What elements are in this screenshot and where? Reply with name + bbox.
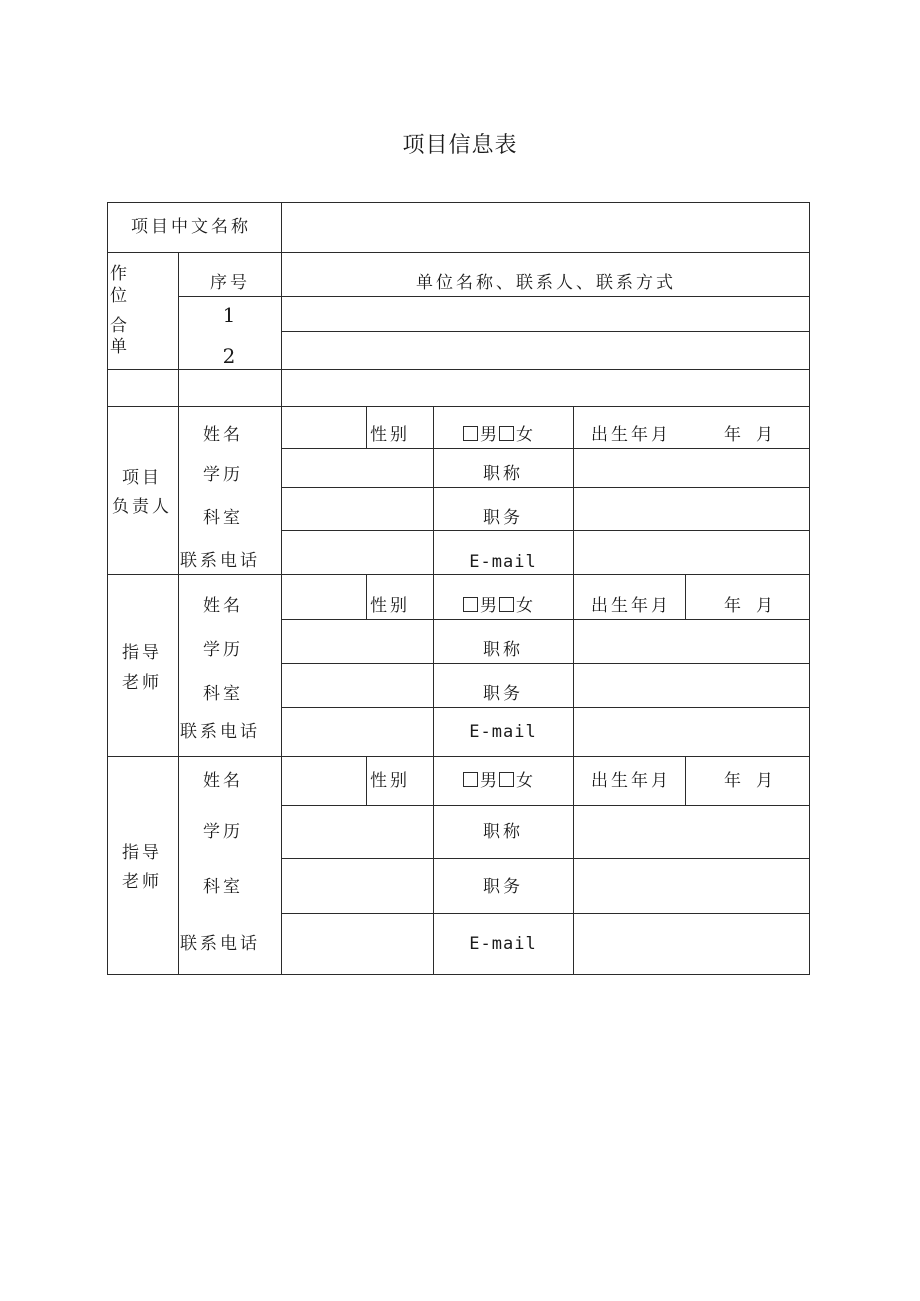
table-rule (107, 406, 810, 407)
table-rule (573, 406, 574, 975)
gender-label: 性别 (370, 771, 410, 791)
male-checkbox[interactable] (463, 772, 478, 787)
female-checkbox[interactable] (499, 772, 514, 787)
email-label: E-mail (469, 934, 537, 954)
project-name-field[interactable] (290, 217, 800, 237)
table-rule (281, 913, 810, 914)
table-border-right (809, 202, 810, 975)
year-label: 年 (724, 596, 744, 616)
table-rule (281, 331, 810, 332)
position-label: 职务 (483, 877, 523, 897)
advisor-section-label: 指导 (122, 843, 162, 863)
gender-options[interactable] (463, 425, 533, 445)
table-rule (281, 663, 810, 664)
male-label: 男 (480, 425, 497, 445)
advisor-section-label: 老师 (122, 673, 162, 693)
education-label: 学历 (203, 465, 243, 485)
table-rule (433, 406, 434, 975)
gender-options[interactable] (463, 771, 533, 791)
job-title-label: 职称 (483, 640, 523, 660)
name-label: 姓名 (203, 425, 243, 445)
table-rule (281, 805, 810, 806)
advisor-section-label: 老师 (122, 872, 162, 892)
table-rule (366, 406, 367, 449)
gender-label: 性别 (370, 425, 410, 445)
job-title-label: 职称 (483, 464, 523, 484)
table-rule (366, 574, 367, 620)
month-label: 月 (756, 425, 776, 445)
month-label: 月 (756, 596, 776, 616)
coop-label-line: 作 (110, 264, 130, 284)
year-label: 年 (724, 771, 744, 791)
leader-section-label: 项目 (122, 468, 162, 488)
coop-row-number: 2 (222, 344, 236, 368)
name-label: 姓名 (203, 771, 243, 791)
table-rule (685, 574, 686, 620)
male-checkbox[interactable] (463, 426, 478, 441)
table-rule (685, 756, 686, 806)
coop-row-info[interactable] (290, 341, 800, 361)
leader-section-label: 负责人 (112, 497, 172, 517)
male-label: 男 (480, 771, 497, 791)
coop-label-line: 单 (110, 337, 130, 357)
position-label: 职务 (483, 684, 523, 704)
department-label: 科室 (203, 877, 243, 897)
coop-row-info[interactable] (290, 304, 800, 324)
seq-header: 序号 (210, 273, 250, 293)
email-label: E-mail (469, 552, 537, 572)
email-label: E-mail (469, 722, 537, 742)
project-name-label: 项目中文名称 (131, 217, 251, 237)
table-rule (281, 858, 810, 859)
year-label: 年 (724, 425, 744, 445)
gender-options[interactable] (463, 596, 533, 616)
female-checkbox[interactable] (499, 426, 514, 441)
department-label: 科室 (203, 508, 243, 528)
table-rule (178, 296, 810, 297)
month-label: 月 (756, 771, 776, 791)
table-border-left (107, 202, 108, 975)
name-label: 姓名 (203, 596, 243, 616)
table-rule (107, 756, 810, 757)
female-checkbox[interactable] (499, 597, 514, 612)
male-checkbox[interactable] (463, 597, 478, 612)
phone-label: 联系电话 (180, 934, 260, 954)
advisor-section-label: 指导 (122, 643, 162, 663)
gender-label: 性别 (370, 596, 410, 616)
coop-row-number: 1 (222, 303, 236, 327)
female-label: 女 (516, 596, 533, 616)
table-rule (281, 448, 810, 449)
phone-label: 联系电话 (180, 551, 260, 571)
coop-label-line: 位 (110, 286, 130, 306)
phone-label: 联系电话 (180, 722, 260, 742)
table-rule (178, 252, 179, 975)
table-rule (366, 756, 367, 806)
education-label: 学历 (203, 640, 243, 660)
department-label: 科室 (203, 684, 243, 704)
table-border-top (107, 202, 810, 203)
page-title: 项目信息表 (402, 133, 518, 158)
female-label: 女 (516, 425, 533, 445)
table-rule (107, 574, 810, 575)
table-rule (281, 530, 810, 531)
table-rule (281, 487, 810, 488)
table-rule (107, 252, 810, 253)
position-label: 职务 (483, 508, 523, 528)
birth-label: 出生年月 (591, 425, 671, 445)
table-rule (107, 369, 810, 370)
table-border-bottom (107, 974, 810, 975)
table-rule (281, 707, 810, 708)
female-label: 女 (516, 771, 533, 791)
table-rule (281, 619, 810, 620)
coop-info-header: 单位名称、联系人、联系方式 (416, 273, 676, 293)
birth-label: 出生年月 (591, 771, 671, 791)
education-label: 学历 (203, 822, 243, 842)
birth-label: 出生年月 (591, 596, 671, 616)
male-label: 男 (480, 596, 497, 616)
coop-label-line: 合 (110, 316, 130, 336)
job-title-label: 职称 (483, 822, 523, 842)
table-rule (281, 202, 282, 975)
